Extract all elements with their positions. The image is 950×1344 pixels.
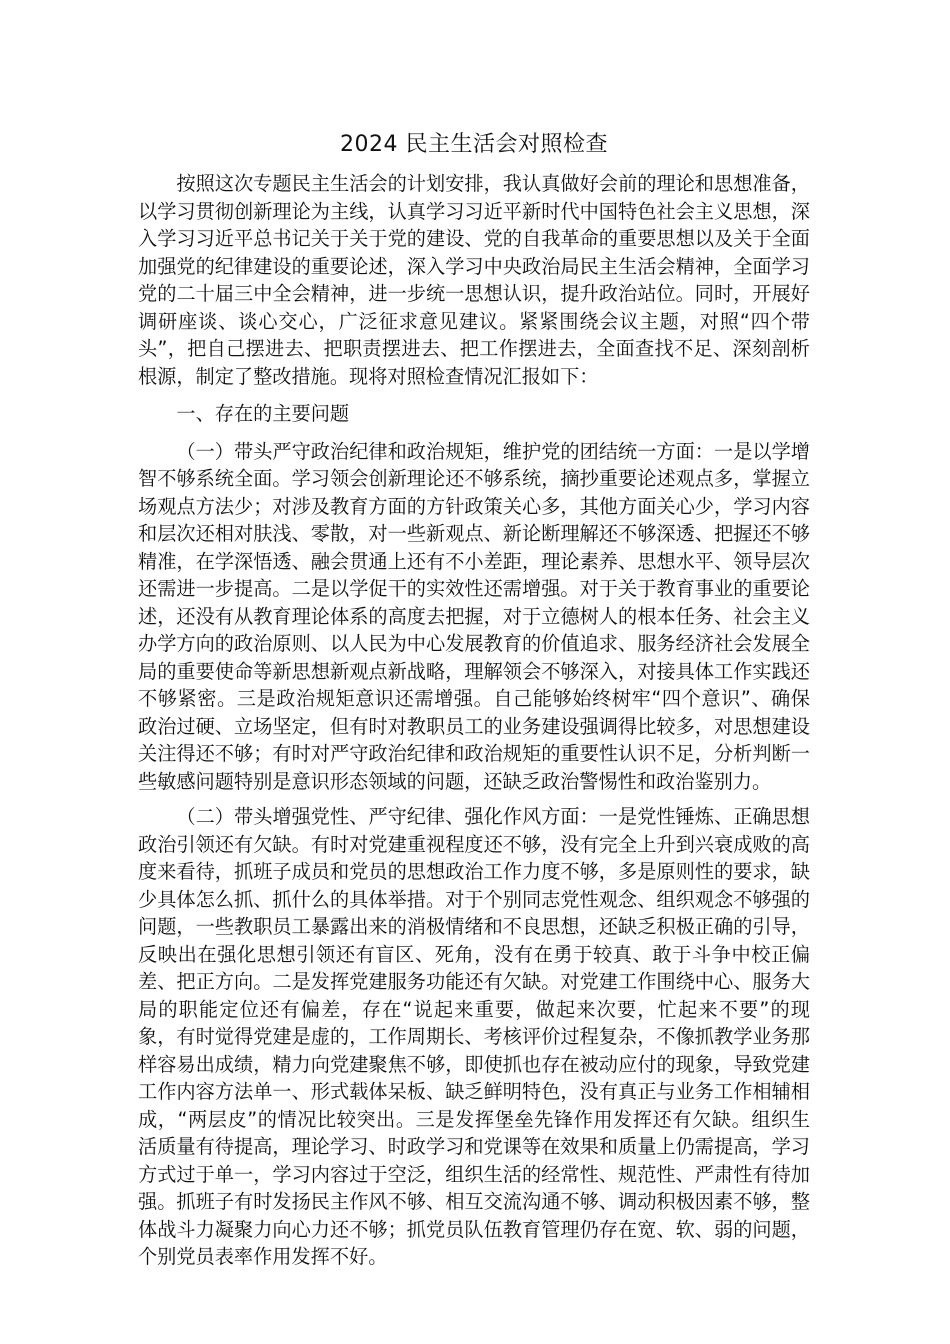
section-heading-problems: 一、存在的主要问题 — [176, 402, 350, 425]
document-title: 2024 民主生活会对照检查 — [340, 132, 608, 157]
paragraph-political-discipline: （一）带头严守政治纪律和政治规矩，维护党的团结统一方面：一是以学增智不够系统全面。学习领会创新理论还不够系统，摘抄重要论述观点多，掌握立场观点方法少；对涉及教育方面的方针政策关心多，其他方面关心少，学习内容和层次还相对肤浅、零散，对一些新观点、新论断理解还不够深透、把握还不够精准，在学深悟透、融会贯通上还有不小差距，理论素养、思想水平、领导层次还需进一步提高。二是以学促干的实效性还需增强。对于关于教育事业的重要论述，还没有从教育理论体系的高度去把握，对于立德树人的根本任务、社会主义办学方向的政治原则、以人民为中心发展教育的价值追求、服务经济社会发展全局的重要使命等新思想新观点新战略，理解领会不够深入，对接具体工作实践还不够紧密。三是政治规矩意识还需增强。自己能够始终树牢“四个意识”、确保政治过硬、立场坚定，但有时对教职员工的业务建设强调得比较多，对思想建设关注得还不够；有时对严守政治纪律和政治规矩的重要性认识不足，分析判断一些敏感问题特别是意识形态领域的问题，还缺乏政治警惕性和政治鉴别力。 — [138, 439, 810, 793]
intro-paragraph: 按照这次专题民主生活会的计划安排，我认真做好会前的理论和思想准备，以学习贯彻创新理论为主线，认真学习习近平新时代中国特色社会主义思想，深入学习习近平总书记关于关于党的建设、党的自我革命的重要思想以及关于全面加强党的纪律建设的重要论述，深入学习中央政治局民主生活会精神，全面学习党的二十届三中全会精神，进一步统一思想认识，提升政治站位。同时，开展好调研座谈、谈心交心，广泛征求意见建议。紧紧围绕会议主题，对照“四个带头”，把自己摆进去、把职责摆进去、把工作摆进去，全面查找不足、深刻剖析根源，制定了整改措施。现将对照检查情况汇报如下： — [138, 172, 810, 388]
document-page — [138, 130, 810, 1271]
paragraph-party-spirit: （二）带头增强党性、严守纪律、强化作风方面：一是党性锤炼、正确思想政治引领还有欠缺。有时对党建重视程度还不够，没有完全上升到兴衰成败的高度来看待，抓班子成员和党员的思想政治工作力度不够，多是原则性的要求，缺少具体怎么抓、抓什么的具体举措。对于个别同志党性观念、组织观念不够强的问题，一些教职员工暴露出来的消极情绪和不良思想，还缺乏积极正确的引导，反映出在强化思想引领还有盲区、死角，没有在勇于较真、敢于斗争中校正偏差、把正方向。二是发挥党建服务功能还有欠缺。对党建工作围绕中心、服务大局的职能定位还有偏差，存在“说起来重要，做起来次要，忙起来不要”的现象，有时觉得党建是虚的，工作周期长、考核评价过程复杂，不像抓教学业务那样容易出成绩，精力向党建聚焦不够，即使抓也存在被动应付的现象，导致党建工作内容方法单一、形式载体呆板、缺乏鲜明特色，没有真正与业务工作相辅相成，“两层皮”的情况比较突出。三是发挥堡垒先锋作用发挥还有欠缺。组织生活质量有待提高，理论学习、时政学习和党课等在效果和质量上仍需提高，学习方式过于单一，学习内容过于空泛，组织生活的经常性、规范性、严肃性有待加强。抓班子有时发扬民主作风不够、相互交流沟通不够、调动积极因素不够，整体战斗力凝聚力向心力还不够；抓党员队伍教育管理仍存在宽、软、弱的问题，个别党员表率作用发挥不好。 — [138, 805, 810, 1268]
